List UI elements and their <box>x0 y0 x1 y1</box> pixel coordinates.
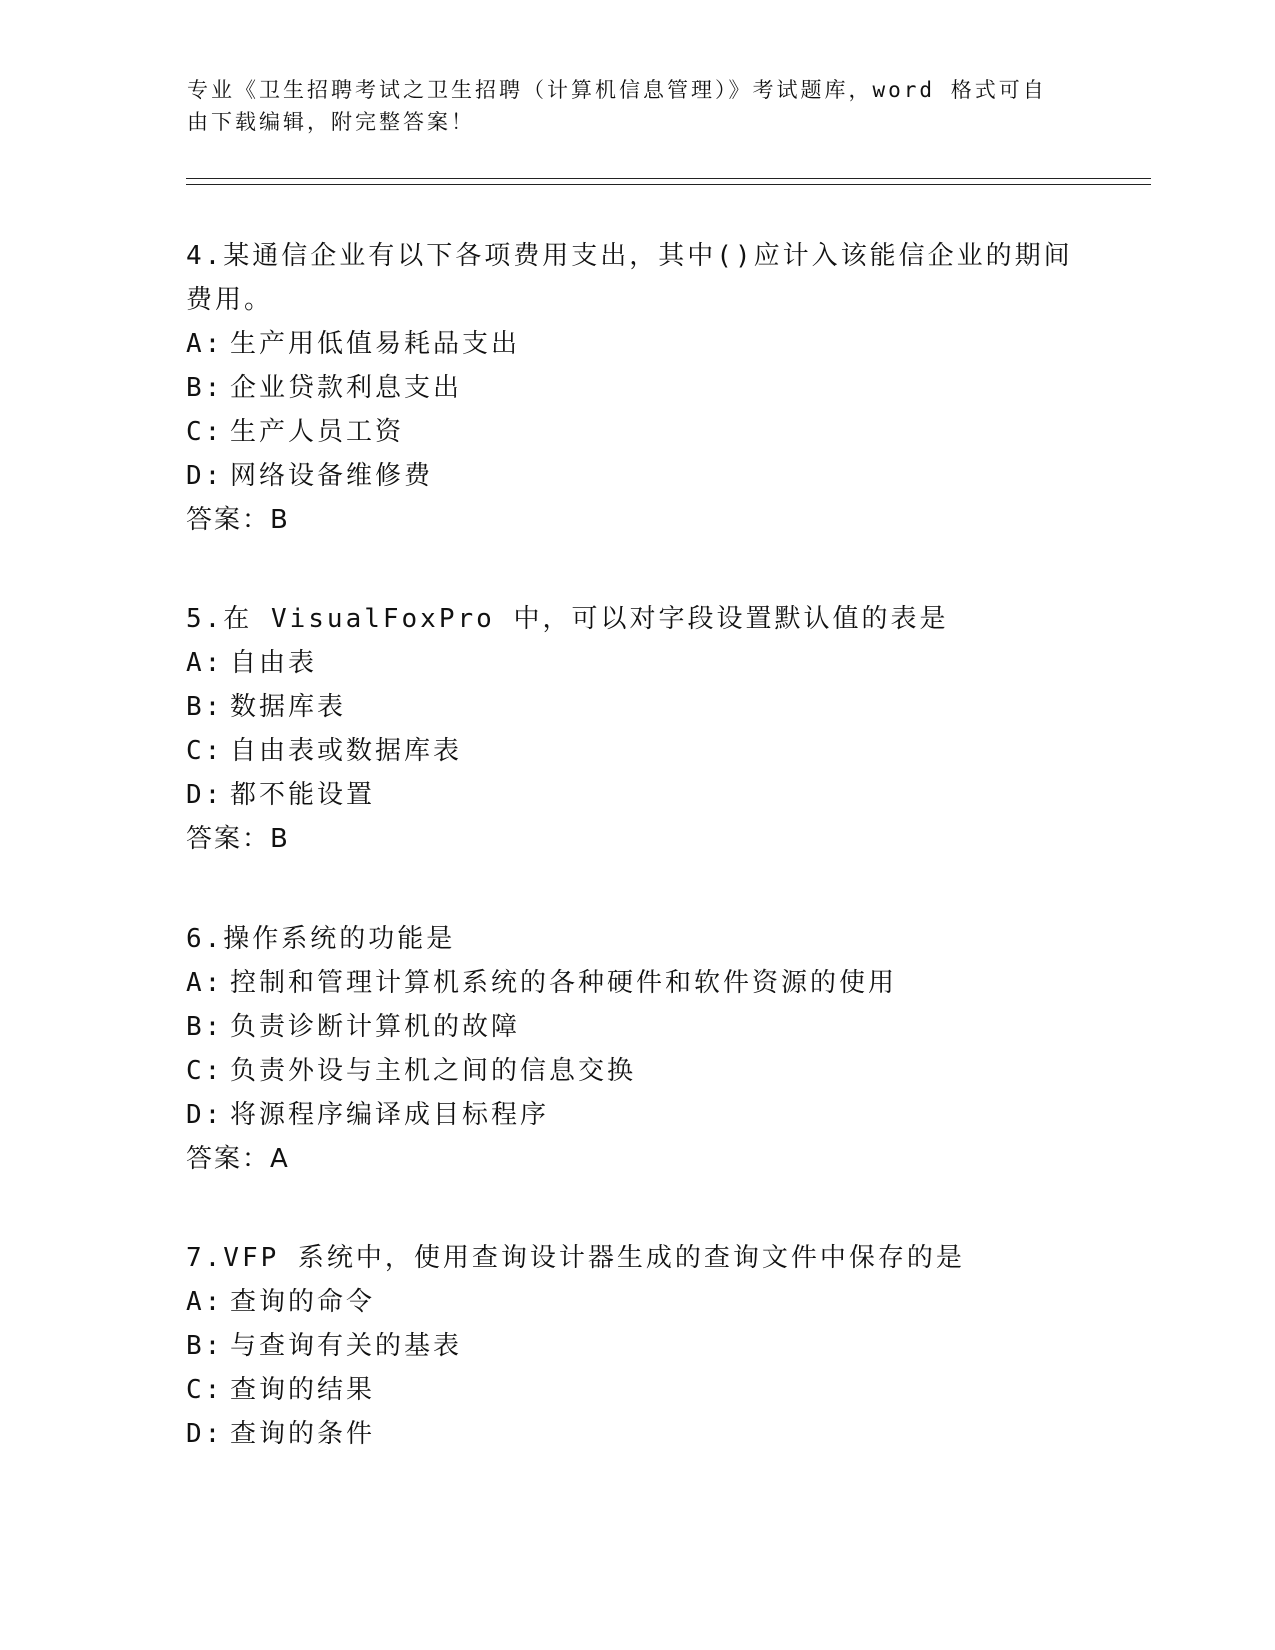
option-letter: A: <box>186 329 224 359</box>
option-text: 生产人员工资 <box>230 417 405 447</box>
option-text: 自由表或数据库表 <box>230 736 463 766</box>
option-d <box>186 1093 1086 1137</box>
option-letter: A: <box>186 968 224 998</box>
option-text: 负责诊断计算机的故障 <box>230 1012 521 1042</box>
option-c <box>186 1049 1086 1093</box>
option-text: 网络设备维修费 <box>230 461 434 491</box>
option-b <box>186 685 1086 729</box>
question-stem: 7.VFP 系统中，使用查询设计器生成的查询文件中保存的是 <box>186 1243 965 1273</box>
option-b <box>186 1324 1086 1368</box>
header-line-1: 专业《卫生招聘考试之卫生招聘（计算机信息管理）》考试题库，word 格式可自 <box>187 78 1047 102</box>
option-text: 都不能设置 <box>230 780 376 810</box>
option-text: 企业贷款利息支出 <box>230 373 463 403</box>
document-header <box>187 74 1087 138</box>
option-a <box>186 322 1086 366</box>
option-text: 与查询有关的基表 <box>230 1331 463 1361</box>
answer-line: 答案：B <box>186 505 290 535</box>
header-line-2: 由下载编辑，附完整答案！ <box>187 110 475 134</box>
question-6 <box>186 917 1086 1181</box>
answer-line: 答案：A <box>186 1144 290 1174</box>
option-letter: B: <box>186 1012 224 1042</box>
option-c <box>186 1368 1086 1412</box>
option-text: 数据库表 <box>230 692 347 722</box>
option-text: 将源程序编译成目标程序 <box>230 1100 550 1130</box>
option-text: 负责外设与主机之间的信息交换 <box>230 1056 637 1086</box>
question-stem: 5.在 VisualFoxPro 中，可以对字段设置默认值的表是 <box>186 604 949 634</box>
option-text: 查询的条件 <box>230 1419 376 1449</box>
question-stem: 4.某通信企业有以下各项费用支出，其中()应计入该能信企业的期间 <box>186 241 1073 271</box>
option-text: 查询的命令 <box>230 1287 376 1317</box>
header-divider-top <box>186 178 1151 179</box>
option-text: 控制和管理计算机系统的各种硬件和软件资源的使用 <box>230 968 898 998</box>
option-d <box>186 454 1086 498</box>
option-text: 生产用低值易耗品支出 <box>230 329 521 359</box>
header-divider-bottom <box>186 184 1151 185</box>
question-stem: 6.操作系统的功能是 <box>186 924 456 954</box>
answer-line: 答案：B <box>186 824 290 854</box>
question-7 <box>186 1236 1086 1456</box>
option-letter: D: <box>186 461 224 491</box>
option-c <box>186 410 1086 454</box>
option-letter: B: <box>186 373 224 403</box>
option-a <box>186 641 1086 685</box>
question-stem-continued: 费用。 <box>186 285 274 315</box>
option-letter: C: <box>186 417 224 447</box>
option-d <box>186 773 1086 817</box>
question-5 <box>186 597 1086 861</box>
option-letter: A: <box>186 648 224 678</box>
option-a <box>186 1280 1086 1324</box>
option-letter: D: <box>186 780 224 810</box>
option-letter: C: <box>186 1056 224 1086</box>
option-letter: C: <box>186 736 224 766</box>
option-text: 查询的结果 <box>230 1375 376 1405</box>
question-4 <box>186 234 1086 542</box>
option-letter: A: <box>186 1287 224 1317</box>
option-b <box>186 366 1086 410</box>
option-d <box>186 1412 1086 1456</box>
option-a <box>186 961 1086 1005</box>
option-letter: B: <box>186 692 224 722</box>
option-letter: C: <box>186 1375 224 1405</box>
option-b <box>186 1005 1086 1049</box>
option-letter: D: <box>186 1100 224 1130</box>
option-letter: B: <box>186 1331 224 1361</box>
option-c <box>186 729 1086 773</box>
option-letter: D: <box>186 1419 224 1449</box>
option-text: 自由表 <box>230 648 318 678</box>
